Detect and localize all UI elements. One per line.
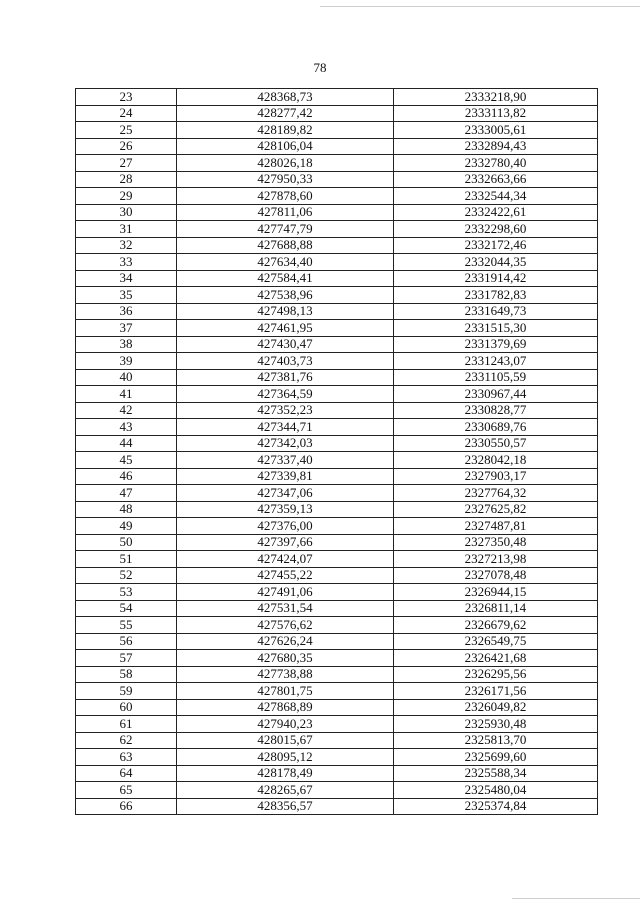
y-coordinate-cell: 2331782,83 — [394, 287, 598, 304]
point-number-cell: 43 — [76, 419, 177, 436]
table-row — [76, 303, 598, 320]
y-coordinate-cell: 2331914,42 — [394, 270, 598, 287]
table-row — [76, 798, 598, 815]
x-coordinate-cell: 427688,88 — [177, 237, 394, 254]
x-coordinate-cell: 428356,57 — [177, 798, 394, 815]
table-row — [76, 204, 598, 221]
x-coordinate-cell: 428026,18 — [177, 155, 394, 172]
x-coordinate-cell: 427576,62 — [177, 617, 394, 634]
table-row — [76, 452, 598, 469]
point-number-cell: 54 — [76, 600, 177, 617]
coordinates-table-body — [76, 89, 598, 815]
point-number-cell: 61 — [76, 716, 177, 733]
x-coordinate-cell: 428265,67 — [177, 782, 394, 799]
point-number-cell: 32 — [76, 237, 177, 254]
y-coordinate-cell: 2326679,62 — [394, 617, 598, 634]
y-coordinate-cell: 2326944,15 — [394, 584, 598, 601]
table-row — [76, 138, 598, 155]
y-coordinate-cell: 2326421,68 — [394, 650, 598, 667]
table-row — [76, 402, 598, 419]
y-coordinate-cell: 2331105,59 — [394, 369, 598, 386]
table-row — [76, 485, 598, 502]
point-number-cell: 47 — [76, 485, 177, 502]
y-coordinate-cell: 2327350,48 — [394, 534, 598, 551]
point-number-cell: 27 — [76, 155, 177, 172]
y-coordinate-cell: 2325699,60 — [394, 749, 598, 766]
table-row — [76, 683, 598, 700]
table-row — [76, 650, 598, 667]
x-coordinate-cell: 427498,13 — [177, 303, 394, 320]
point-number-cell: 38 — [76, 336, 177, 353]
y-coordinate-cell: 2327213,98 — [394, 551, 598, 568]
y-coordinate-cell: 2330967,44 — [394, 386, 598, 403]
x-coordinate-cell: 427376,00 — [177, 518, 394, 535]
table-row — [76, 534, 598, 551]
y-coordinate-cell: 2326295,56 — [394, 666, 598, 683]
x-coordinate-cell: 427424,07 — [177, 551, 394, 568]
y-coordinate-cell: 2332044,35 — [394, 254, 598, 271]
x-coordinate-cell: 427337,40 — [177, 452, 394, 469]
x-coordinate-cell: 427491,06 — [177, 584, 394, 601]
x-coordinate-cell: 427680,35 — [177, 650, 394, 667]
point-number-cell: 39 — [76, 353, 177, 370]
point-number-cell: 57 — [76, 650, 177, 667]
table-row — [76, 600, 598, 617]
y-coordinate-cell: 2332894,43 — [394, 138, 598, 155]
table-row — [76, 567, 598, 584]
y-coordinate-cell: 2332780,40 — [394, 155, 598, 172]
point-number-cell: 52 — [76, 567, 177, 584]
y-coordinate-cell: 2325374,84 — [394, 798, 598, 815]
table-row — [76, 782, 598, 799]
y-coordinate-cell: 2330828,77 — [394, 402, 598, 419]
table-row — [76, 716, 598, 733]
x-coordinate-cell: 427868,89 — [177, 699, 394, 716]
x-coordinate-cell: 427626,24 — [177, 633, 394, 650]
x-coordinate-cell: 427352,23 — [177, 402, 394, 419]
table-row — [76, 171, 598, 188]
y-coordinate-cell: 2327764,32 — [394, 485, 598, 502]
table-row — [76, 699, 598, 716]
point-number-cell: 26 — [76, 138, 177, 155]
x-coordinate-cell: 427940,23 — [177, 716, 394, 733]
y-coordinate-cell: 2330689,76 — [394, 419, 598, 436]
x-coordinate-cell: 427403,73 — [177, 353, 394, 370]
point-number-cell: 63 — [76, 749, 177, 766]
table-row — [76, 666, 598, 683]
y-coordinate-cell: 2325480,04 — [394, 782, 598, 799]
point-number-cell: 48 — [76, 501, 177, 518]
y-coordinate-cell: 2325588,34 — [394, 765, 598, 782]
x-coordinate-cell: 428368,73 — [177, 89, 394, 106]
x-coordinate-cell: 427381,76 — [177, 369, 394, 386]
point-number-cell: 31 — [76, 221, 177, 238]
y-coordinate-cell: 2326049,82 — [394, 699, 598, 716]
table-row — [76, 386, 598, 403]
point-number-cell: 58 — [76, 666, 177, 683]
y-coordinate-cell: 2333113,82 — [394, 105, 598, 122]
table-row — [76, 518, 598, 535]
y-coordinate-cell: 2327903,17 — [394, 468, 598, 485]
y-coordinate-cell: 2330550,57 — [394, 435, 598, 452]
scan-edge-line — [320, 6, 640, 7]
x-coordinate-cell: 427364,59 — [177, 386, 394, 403]
x-coordinate-cell: 428189,82 — [177, 122, 394, 139]
point-number-cell: 35 — [76, 287, 177, 304]
table-row — [76, 122, 598, 139]
x-coordinate-cell: 427584,41 — [177, 270, 394, 287]
y-coordinate-cell: 2332422,61 — [394, 204, 598, 221]
table-row — [76, 435, 598, 452]
point-number-cell: 51 — [76, 551, 177, 568]
point-number-cell: 29 — [76, 188, 177, 205]
table-row — [76, 188, 598, 205]
x-coordinate-cell: 427950,33 — [177, 171, 394, 188]
page-number: 78 — [313, 60, 327, 75]
point-number-cell: 62 — [76, 732, 177, 749]
point-number-cell: 59 — [76, 683, 177, 700]
x-coordinate-cell: 427359,13 — [177, 501, 394, 518]
table-row — [76, 584, 598, 601]
y-coordinate-cell: 2331379,69 — [394, 336, 598, 353]
x-coordinate-cell: 427801,75 — [177, 683, 394, 700]
table-row — [76, 237, 598, 254]
y-coordinate-cell: 2331243,07 — [394, 353, 598, 370]
x-coordinate-cell: 427347,06 — [177, 485, 394, 502]
y-coordinate-cell: 2326171,56 — [394, 683, 598, 700]
table-row — [76, 369, 598, 386]
y-coordinate-cell: 2327078,48 — [394, 567, 598, 584]
x-coordinate-cell: 428106,04 — [177, 138, 394, 155]
point-number-cell: 55 — [76, 617, 177, 634]
table-row — [76, 765, 598, 782]
table-row — [76, 749, 598, 766]
point-number-cell: 25 — [76, 122, 177, 139]
point-number-cell: 66 — [76, 798, 177, 815]
y-coordinate-cell: 2333005,61 — [394, 122, 598, 139]
y-coordinate-cell: 2327487,81 — [394, 518, 598, 535]
y-coordinate-cell: 2332544,34 — [394, 188, 598, 205]
point-number-cell: 64 — [76, 765, 177, 782]
point-number-cell: 23 — [76, 89, 177, 106]
y-coordinate-cell: 2331649,73 — [394, 303, 598, 320]
x-coordinate-cell: 427430,47 — [177, 336, 394, 353]
table-row — [76, 419, 598, 436]
x-coordinate-cell: 428015,67 — [177, 732, 394, 749]
table-row — [76, 254, 598, 271]
point-number-cell: 37 — [76, 320, 177, 337]
y-coordinate-cell: 2331515,30 — [394, 320, 598, 337]
table-row — [76, 468, 598, 485]
x-coordinate-cell: 427738,88 — [177, 666, 394, 683]
table-row — [76, 221, 598, 238]
point-number-cell: 60 — [76, 699, 177, 716]
y-coordinate-cell: 2333218,90 — [394, 89, 598, 106]
y-coordinate-cell: 2328042,18 — [394, 452, 598, 469]
table-row — [76, 732, 598, 749]
coordinates-table — [75, 88, 598, 815]
point-number-cell: 50 — [76, 534, 177, 551]
x-coordinate-cell: 428095,12 — [177, 749, 394, 766]
point-number-cell: 65 — [76, 782, 177, 799]
x-coordinate-cell: 427747,79 — [177, 221, 394, 238]
y-coordinate-cell: 2332172,46 — [394, 237, 598, 254]
point-number-cell: 45 — [76, 452, 177, 469]
x-coordinate-cell: 427455,22 — [177, 567, 394, 584]
x-coordinate-cell: 427344,71 — [177, 419, 394, 436]
x-coordinate-cell: 427538,96 — [177, 287, 394, 304]
y-coordinate-cell: 2332663,66 — [394, 171, 598, 188]
point-number-cell: 46 — [76, 468, 177, 485]
table-row — [76, 617, 598, 634]
table-row — [76, 633, 598, 650]
x-coordinate-cell: 427342,03 — [177, 435, 394, 452]
y-coordinate-cell: 2325930,48 — [394, 716, 598, 733]
table-row — [76, 287, 598, 304]
table-row — [76, 353, 598, 370]
point-number-cell: 41 — [76, 386, 177, 403]
x-coordinate-cell: 427339,81 — [177, 468, 394, 485]
table-row — [76, 336, 598, 353]
point-number-cell: 34 — [76, 270, 177, 287]
table-row — [76, 89, 598, 106]
point-number-cell: 33 — [76, 254, 177, 271]
y-coordinate-cell: 2326811,14 — [394, 600, 598, 617]
table-row — [76, 320, 598, 337]
table-row — [76, 501, 598, 518]
x-coordinate-cell: 428178,49 — [177, 765, 394, 782]
table-row — [76, 551, 598, 568]
point-number-cell: 56 — [76, 633, 177, 650]
x-coordinate-cell: 427878,60 — [177, 188, 394, 205]
x-coordinate-cell: 427811,06 — [177, 204, 394, 221]
x-coordinate-cell: 427397,66 — [177, 534, 394, 551]
point-number-cell: 44 — [76, 435, 177, 452]
y-coordinate-cell: 2327625,82 — [394, 501, 598, 518]
x-coordinate-cell: 427531,54 — [177, 600, 394, 617]
point-number-cell: 36 — [76, 303, 177, 320]
point-number-cell: 53 — [76, 584, 177, 601]
x-coordinate-cell: 427461,95 — [177, 320, 394, 337]
point-number-cell: 42 — [76, 402, 177, 419]
y-coordinate-cell: 2326549,75 — [394, 633, 598, 650]
table-row — [76, 155, 598, 172]
x-coordinate-cell: 427634,40 — [177, 254, 394, 271]
y-coordinate-cell: 2325813,70 — [394, 732, 598, 749]
point-number-cell: 30 — [76, 204, 177, 221]
x-coordinate-cell: 428277,42 — [177, 105, 394, 122]
y-coordinate-cell: 2332298,60 — [394, 221, 598, 238]
table-row — [76, 270, 598, 287]
point-number-cell: 28 — [76, 171, 177, 188]
point-number-cell: 24 — [76, 105, 177, 122]
scan-edge-line — [512, 898, 640, 899]
point-number-cell: 40 — [76, 369, 177, 386]
table-row — [76, 105, 598, 122]
point-number-cell: 49 — [76, 518, 177, 535]
